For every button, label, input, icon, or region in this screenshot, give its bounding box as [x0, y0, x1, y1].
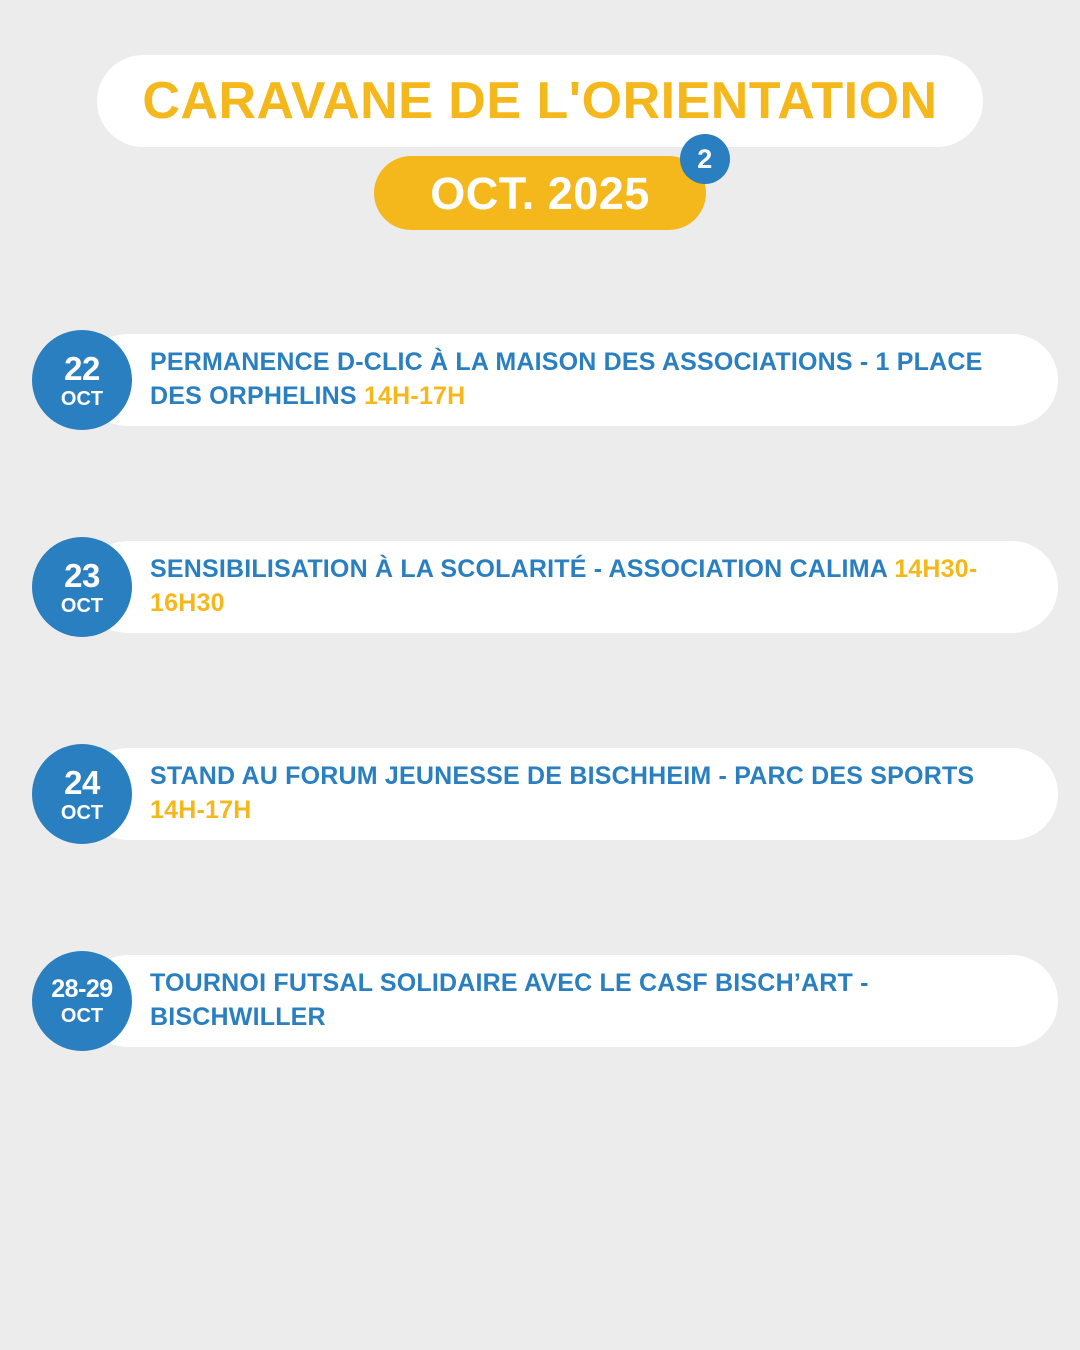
event-list: [0, 330, 1080, 1158]
event-time: 14H-17H: [150, 796, 252, 824]
date-day: 28-29: [51, 974, 113, 1003]
event-pill: [82, 541, 1058, 633]
date-day: 23: [64, 556, 100, 594]
event-description: SENSIBILISATION À LA SCOLARITÉ - ASSOCIATION CALIMA: [150, 555, 895, 584]
event-pill: [82, 748, 1058, 840]
event-time: 14H-17H: [363, 382, 466, 410]
event-time: 14H30-16H30: [150, 555, 978, 617]
event-description: TOURNOI FUTSAL SOLIDAIRE AVEC LE CASF BISCH’ART - BISCHWILLER: [150, 969, 869, 1031]
event-text: [150, 967, 1018, 1035]
subtitle-pill: [374, 143, 713, 230]
list-item: [0, 951, 1080, 1051]
edition-badge: 2: [680, 134, 730, 184]
subtitle-text: OCT. 2025: [430, 167, 650, 219]
event-description: PERMANENCE D-CLIC À LA MAISON DES ASSOCIATIONS - 1 PLACE DES ORPHELINS: [150, 348, 983, 410]
event-pill: [82, 334, 1058, 426]
list-item: [0, 744, 1080, 844]
date-badge: [32, 951, 132, 1051]
date-day: 24: [64, 763, 100, 801]
date-day: 22: [64, 349, 100, 387]
date-badge: [32, 744, 132, 844]
date-month: OCT: [60, 1004, 104, 1027]
page-title: CARAVANE DE L'ORIENTATION: [142, 72, 938, 130]
date-month: OCT: [60, 594, 104, 617]
date-month: OCT: [60, 387, 104, 410]
event-text: [150, 346, 1018, 414]
event-description: STAND AU FORUM JEUNESSE DE BISCHHEIM - PARC DES SPORTS: [150, 762, 975, 791]
subtitle-wrap: [0, 143, 1080, 230]
title-pill: [97, 55, 983, 147]
list-item: [0, 537, 1080, 637]
poster-header: [0, 0, 1080, 230]
event-text: [150, 553, 1018, 621]
list-item: [0, 330, 1080, 430]
event-pill: [82, 955, 1058, 1047]
date-badge: [32, 537, 132, 637]
date-month: OCT: [60, 801, 104, 824]
event-text: [150, 760, 1018, 828]
date-badge: [32, 330, 132, 430]
